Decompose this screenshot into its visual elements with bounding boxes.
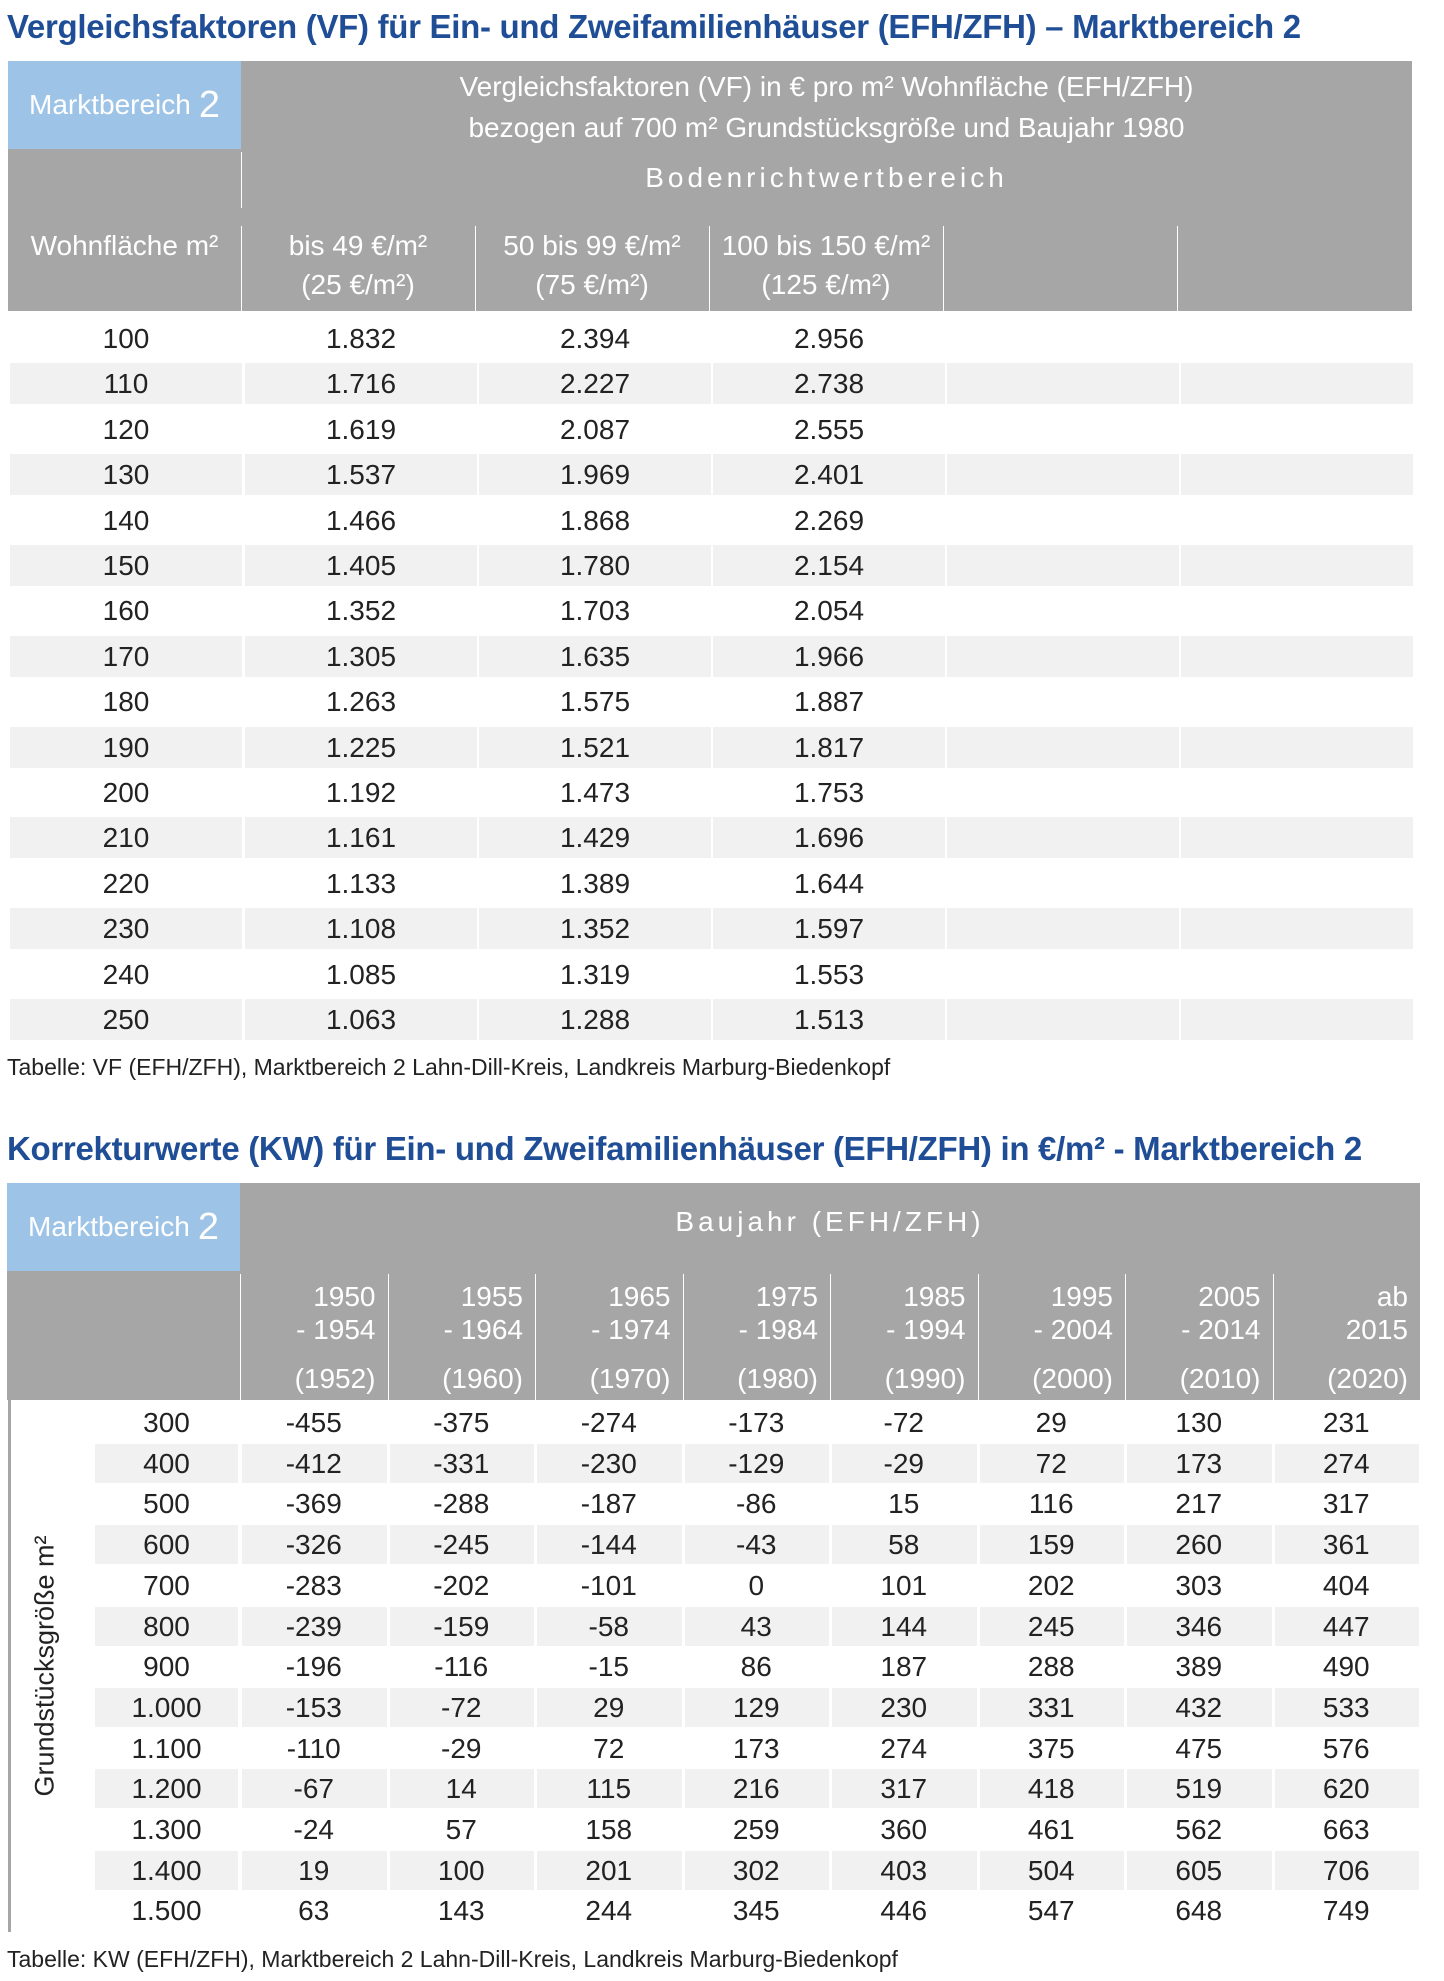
table2-cell: 547 (1027, 1895, 1075, 1927)
table1-cell: 2.154 (793, 550, 865, 581)
table1-row (10, 545, 1413, 586)
table2-cell: -283 (285, 1569, 342, 1601)
table1-cell: 1.108 (325, 913, 397, 945)
table2-header-text: Baujahr (EFH/ZFH) (675, 1206, 985, 1237)
table1-cell: 1.716 (325, 368, 397, 400)
table2-col-header-line3: (1952) (294, 1363, 376, 1394)
table2-cell: -369 (285, 1488, 342, 1520)
table1-row-shading (1181, 908, 1413, 949)
table1-cell: 1.753 (793, 777, 865, 808)
table2-cell: -110 (286, 1732, 341, 1764)
table2-row-label: 900 (143, 1651, 190, 1683)
table2-row (0, 1403, 1420, 1442)
table2-cell: 43 (740, 1610, 772, 1642)
table1-header-line1: Vergleichsfaktoren (VF) in € pro m² Wohnfläche (EFH/ZFH) (459, 71, 1194, 102)
table2-cell: 404 (1322, 1569, 1370, 1601)
table2-row-label: 1.000 (131, 1691, 202, 1723)
table1-cell: 1.619 (325, 413, 397, 445)
table1-cell: 1.703 (559, 595, 631, 627)
table2-row (0, 1769, 1420, 1808)
table1-cell: 1.887 (793, 686, 865, 718)
table2-col-header-line2: - 1994 (886, 1314, 966, 1345)
table2-cell: 231 (1322, 1407, 1370, 1438)
table1-row-shading (947, 727, 1179, 768)
table1-title: Vergleichsfaktoren (VF) für Ein- und Zweifamilienhäuser (EFH/ZFH) – Marktbereich 2 (7, 8, 1301, 45)
table1-row-label: 110 (103, 368, 149, 400)
table2-row-label: 1.200 (131, 1773, 202, 1805)
table1-row (10, 454, 1413, 495)
table1-cell: 1.817 (793, 731, 865, 763)
table2-row-label: 1.500 (131, 1895, 202, 1927)
table1-cell: 1.597 (793, 913, 865, 945)
table2-col-header-line2: - 1964 (443, 1314, 523, 1345)
table2-cell: -326 (285, 1529, 342, 1561)
table2-cell: 418 (1027, 1773, 1075, 1805)
table1-cell: 1.832 (325, 323, 397, 354)
table1-header-line2: bezogen auf 700 m² Grundstücksgröße und Baujahr 1980 (468, 112, 1185, 143)
table1-col1-line1: bis 49 €/m² (288, 230, 428, 261)
table2-cell: 389 (1175, 1651, 1223, 1683)
table1-col2-line2: (75 €/m²) (535, 269, 649, 300)
table2-cell: 63 (298, 1895, 330, 1927)
table1-col1-line2: (25 €/m²) (301, 269, 415, 300)
table1-row-label: 150 (102, 550, 150, 581)
table1-badge-number: 2 (198, 83, 220, 126)
table2-cell: 432 (1175, 1691, 1223, 1723)
table2-cell: 216 (732, 1773, 780, 1805)
table1-row (10, 363, 1413, 404)
table1-row-shading (1181, 999, 1413, 1040)
table2-cell: 173 (1175, 1447, 1223, 1479)
table2-cell: 749 (1322, 1895, 1370, 1927)
table1-cell: 1.305 (325, 640, 397, 672)
table2-cell: -29 (441, 1732, 482, 1764)
table2-cell: 706 (1322, 1854, 1370, 1886)
table1-row-label: 210 (102, 822, 150, 854)
table2-cell: 101 (880, 1569, 928, 1601)
table1-row-label: 200 (102, 777, 150, 808)
table2-cell: -101 (580, 1569, 637, 1601)
table1-row (10, 954, 1413, 995)
table2-cell: -288 (433, 1488, 490, 1520)
table2-row (0, 1525, 1420, 1564)
table1-row (10, 727, 1413, 768)
table2-cell: 274 (880, 1732, 928, 1764)
table2-cell: -239 (285, 1610, 342, 1642)
table1-cell: 1.405 (325, 550, 397, 581)
table1-row-label: 130 (102, 459, 150, 491)
table2-col-header-line1: 1965 (608, 1281, 671, 1312)
table2-cell: 504 (1027, 1854, 1075, 1886)
table2-cell: 317 (1322, 1488, 1370, 1520)
table1-cell: 1.780 (559, 550, 631, 581)
table2-cell: -245 (433, 1529, 490, 1561)
table2-row-label: 600 (143, 1529, 190, 1561)
table2-divider (1420, 1274, 1421, 1400)
table1-row (10, 636, 1413, 677)
table2-cell: 331 (1027, 1691, 1075, 1723)
table2-cell: 620 (1322, 1773, 1370, 1805)
table2-row-label: 700 (143, 1569, 190, 1601)
table1-cell: 1.868 (559, 504, 631, 536)
table2-cell: 302 (732, 1854, 780, 1886)
table2-cell: -86 (736, 1488, 777, 1520)
table2-col-header-line2: - 1954 (296, 1314, 376, 1345)
table1-row-shading (1181, 727, 1413, 768)
table2-cell: 346 (1175, 1610, 1223, 1642)
table2-col-header-line1: 1985 (903, 1281, 966, 1312)
table1-cell: 1.575 (559, 686, 631, 718)
table1-cell: 1.225 (325, 731, 397, 763)
table2-cell: 562 (1175, 1814, 1223, 1845)
table2-cell: 201 (585, 1854, 633, 1886)
table1-row-shading (947, 363, 1179, 404)
table2-cell: -412 (285, 1447, 342, 1479)
table2-cell: 403 (880, 1854, 928, 1886)
table2-row (0, 1607, 1420, 1646)
table2-cell: -375 (433, 1407, 490, 1438)
table2-row (0, 1444, 1420, 1483)
table2-cell: 230 (880, 1691, 928, 1723)
table2-cell: 303 (1175, 1569, 1223, 1601)
table1-row-header: Wohnfläche m² (30, 230, 219, 261)
table2-col-header-line1: 1955 (460, 1281, 523, 1312)
table2-cell: 245 (1027, 1610, 1075, 1642)
table2-cell: -67 (293, 1773, 334, 1805)
table1-cell: 2.087 (559, 413, 631, 445)
table1-cell: 2.054 (793, 595, 865, 627)
table2-cell: 130 (1175, 1407, 1223, 1438)
table2-row (0, 1688, 1420, 1727)
table2-cell: 129 (732, 1691, 780, 1723)
table2-col-header-line2: - 1984 (738, 1314, 818, 1345)
table2-cell: -159 (433, 1610, 490, 1642)
table2-cell: 345 (732, 1895, 780, 1927)
table2-cell: 217 (1175, 1488, 1223, 1520)
table1-cell: 1.161 (325, 822, 397, 854)
table2-col-header-line3: (1970) (589, 1363, 671, 1394)
table2-cell: 533 (1322, 1691, 1370, 1723)
table2-cell: -29 (883, 1447, 924, 1479)
table1-row-shading (1181, 454, 1413, 495)
table2-cell: -144 (580, 1529, 637, 1561)
table2-col-header-line1: 2005 (1198, 1281, 1261, 1312)
table2-cell: 202 (1027, 1569, 1075, 1601)
table2-cell: 173 (732, 1732, 780, 1764)
table2-row-label: 1.300 (131, 1814, 202, 1845)
table1-row (10, 817, 1413, 858)
table1-row-label: 240 (102, 958, 150, 990)
table2-cell: 72 (1035, 1447, 1067, 1479)
table2-cell: 260 (1175, 1529, 1223, 1561)
table1-subheader: Bodenrichtwertbereich (645, 162, 1008, 193)
table2-row-label: 300 (143, 1407, 190, 1438)
table2-row-label: 400 (143, 1447, 190, 1479)
table1-cell: 1.966 (793, 640, 865, 672)
table2-cell: 29 (593, 1691, 625, 1723)
table1-cell: 1.352 (325, 595, 397, 627)
table1-row (10, 590, 1413, 631)
table2-col-header-line2: - 1974 (591, 1314, 671, 1345)
table2-cell: -173 (728, 1407, 785, 1438)
table2-cell: 116 (1028, 1488, 1074, 1520)
table1-cell: 1.192 (325, 777, 397, 808)
table1-caption: Tabelle: VF (EFH/ZFH), Marktbereich 2 Lahn-Dill-Kreis, Landkreis Marburg-Biedenkopf (7, 1054, 891, 1080)
table1-row-shading (947, 908, 1179, 949)
table2-cell: -58 (588, 1610, 629, 1642)
table1-divider (943, 226, 944, 311)
table2-cell: -72 (441, 1691, 482, 1723)
table1-cell: 2.401 (793, 459, 865, 491)
table2-col-header-line3: (2020) (1327, 1363, 1408, 1394)
table2-cell: 648 (1175, 1895, 1223, 1927)
table1-cell: 1.521 (559, 731, 631, 763)
table2-cell: 447 (1322, 1610, 1370, 1642)
table1-row-shading (947, 454, 1179, 495)
table2-cell: -153 (285, 1691, 342, 1723)
table2-cell: 29 (1035, 1407, 1067, 1438)
table1-row-shading (1181, 817, 1413, 858)
table2-cell: 143 (437, 1895, 485, 1927)
table2-cell: 274 (1322, 1447, 1370, 1479)
table2-cell: -129 (728, 1447, 785, 1479)
table2-cell: 375 (1027, 1732, 1075, 1764)
table2-cell: -116 (434, 1651, 489, 1683)
table1-row-label: 250 (102, 1004, 150, 1035)
table1-cell: 2.227 (559, 368, 631, 400)
table2-cell: 158 (585, 1814, 633, 1845)
table1-col2-line1: 50 bis 99 €/m² (503, 230, 681, 261)
table2-cell: 19 (298, 1854, 330, 1886)
table1-row (10, 863, 1413, 904)
table2-cell: 519 (1175, 1773, 1223, 1805)
table1-cell: 1.537 (325, 459, 397, 491)
table2-cell: -24 (293, 1814, 334, 1845)
table2-cell: 14 (445, 1773, 477, 1805)
table2-row-axis-label: Grundstücksgröße m² (29, 1535, 60, 1797)
table1-row-label: 220 (102, 867, 150, 899)
table2-cell: 360 (880, 1814, 928, 1845)
table2-col-header-line3: (1980) (737, 1363, 818, 1394)
table2-cell: 475 (1175, 1732, 1223, 1764)
table2-row (0, 1647, 1420, 1686)
table1-cell: 1.635 (559, 640, 631, 672)
table2-row-label: 1.400 (131, 1854, 202, 1886)
table2-row-label: 800 (143, 1610, 190, 1642)
table1-col3-line1: 100 bis 150 €/m² (721, 230, 931, 261)
table2-cell: 461 (1027, 1814, 1075, 1845)
table2-cell: 58 (888, 1529, 920, 1561)
table2-cell: -455 (285, 1407, 342, 1438)
table2-col-header-line3: (1960) (442, 1363, 523, 1394)
table1-row-shading (1181, 363, 1413, 404)
table1-row-shading (1181, 636, 1413, 677)
table2-badge (7, 1183, 240, 1271)
table1-cell: 1.133 (325, 867, 397, 899)
table2-col-header-line3: (2000) (1032, 1363, 1113, 1394)
table2-row (0, 1566, 1420, 1605)
table2-cell: -230 (580, 1447, 637, 1479)
table1-row (10, 318, 1413, 359)
table1-cell: 1.429 (559, 822, 631, 854)
table2-cell: 15 (888, 1488, 920, 1520)
table1-cell: 1.473 (559, 777, 631, 808)
table2-col-header-line2: - 2014 (1181, 1314, 1261, 1345)
table1-row (10, 772, 1413, 813)
table1-cell: 1.513 (793, 1004, 865, 1035)
table2-cell: -187 (580, 1488, 637, 1520)
table1-cell: 1.085 (325, 958, 397, 990)
table1-row-label: 230 (102, 913, 150, 945)
table1-row-label: 180 (102, 686, 150, 718)
table2-cell: 159 (1027, 1529, 1075, 1561)
table1-row-shading (947, 817, 1179, 858)
table2-badge-text: Marktbereich (28, 1211, 190, 1242)
table1-row-label: 170 (102, 640, 150, 672)
table1-cell: 1.389 (559, 867, 631, 899)
table1-row-label: 100 (102, 323, 150, 354)
table2-row (0, 1484, 1420, 1523)
table1-cell: 1.553 (793, 958, 865, 990)
table1-cell: 1.644 (793, 867, 865, 899)
table1-row-label: 190 (102, 731, 150, 763)
table2-cell: 317 (880, 1773, 928, 1805)
table2-cell: 57 (445, 1814, 477, 1845)
table2-row-label: 500 (143, 1488, 190, 1520)
table2-row (0, 1891, 1420, 1930)
table2-cell: 259 (732, 1814, 780, 1845)
table2-row-label: 1.100 (131, 1732, 202, 1764)
table1-divider (1177, 226, 1178, 311)
table2-cell: 72 (593, 1732, 625, 1764)
table2-cell: 144 (880, 1610, 928, 1642)
table1-row-label: 140 (102, 504, 150, 536)
table1-row-label: 160 (102, 595, 150, 627)
table2-caption: Tabelle: KW (EFH/ZFH), Marktbereich 2 Lahn-Dill-Kreis, Landkreis Marburg-Biedenkopf (7, 1946, 898, 1972)
table2-cell: -43 (736, 1529, 777, 1561)
table1-cell: 1.969 (559, 459, 631, 491)
table1-row (10, 681, 1413, 722)
table1-row-shading (1181, 545, 1413, 586)
table1-cell: 1.466 (325, 504, 397, 536)
table2-cell: 86 (740, 1651, 772, 1683)
table2-cell: 605 (1175, 1854, 1223, 1886)
table1-row-shading (947, 636, 1179, 677)
table2-cell: -15 (588, 1651, 629, 1683)
table2-title: Korrekturwerte (KW) für Ein- und Zweifamilienhäuser (EFH/ZFH) in €/m² - Marktbereich 2 (7, 1130, 1362, 1167)
table2-badge-number: 2 (197, 1205, 219, 1248)
table2-cell: 100 (437, 1854, 485, 1886)
table2-col-header-line1: ab (1376, 1281, 1408, 1312)
table1-cell: 2.394 (559, 323, 631, 354)
table1-row-label: 120 (102, 413, 150, 445)
table1-row-shading (947, 545, 1179, 586)
table2-col-header-line2: 2015 (1345, 1314, 1408, 1345)
table2-cell: 576 (1322, 1732, 1370, 1764)
table1-row (10, 908, 1413, 949)
table1-cell: 2.555 (793, 413, 865, 445)
table2-cell: 446 (880, 1895, 928, 1927)
table2-cell: -274 (580, 1407, 637, 1438)
table2-cell: 0 (748, 1569, 765, 1601)
table1-cell: 1.319 (559, 958, 631, 990)
table2-row (0, 1729, 1420, 1768)
table1-badge-text: Marktbereich (29, 89, 191, 120)
table2-cell: 288 (1027, 1651, 1075, 1683)
table2-cell: -202 (433, 1569, 490, 1601)
table1-badge (8, 61, 241, 149)
table1-cell: 1.263 (325, 686, 397, 718)
table2-col-header-line3: (1990) (884, 1363, 966, 1394)
table2-cell: 490 (1322, 1651, 1370, 1683)
table1-col3-line2: (125 €/m²) (761, 269, 891, 300)
table2-col-header-line2: - 2004 (1033, 1314, 1113, 1345)
table1-row (10, 999, 1413, 1040)
table1-row (10, 500, 1413, 541)
table2-col-header-line1: 1975 (755, 1281, 818, 1312)
table1-cell: 1.063 (325, 1004, 397, 1035)
table1-cell: 1.352 (559, 913, 631, 945)
table1-row (10, 409, 1413, 450)
table2-cell: 187 (880, 1651, 928, 1683)
table2-cell: -72 (883, 1407, 924, 1438)
table2-col-header-line1: 1995 (1050, 1281, 1113, 1312)
table2-cell: 361 (1322, 1529, 1370, 1561)
table2-row (0, 1851, 1420, 1890)
table2-cell: 244 (585, 1895, 633, 1927)
table1-cell: 2.269 (793, 504, 865, 536)
table1-row-shading (947, 999, 1179, 1040)
table2-cell: -196 (285, 1651, 342, 1683)
table2-row (0, 1810, 1420, 1849)
table2-cell: 115 (586, 1773, 632, 1805)
table1-cell: 1.288 (559, 1004, 631, 1035)
table2-cell: -331 (433, 1447, 490, 1479)
table1-cell: 2.956 (793, 323, 865, 354)
table2-cell: 663 (1322, 1814, 1370, 1845)
table2-col-header-line3: (2010) (1179, 1363, 1261, 1394)
table2-col-header-line1: 1950 (313, 1281, 376, 1312)
table1-cell: 1.696 (793, 822, 865, 854)
table1-cell: 2.738 (793, 368, 865, 400)
